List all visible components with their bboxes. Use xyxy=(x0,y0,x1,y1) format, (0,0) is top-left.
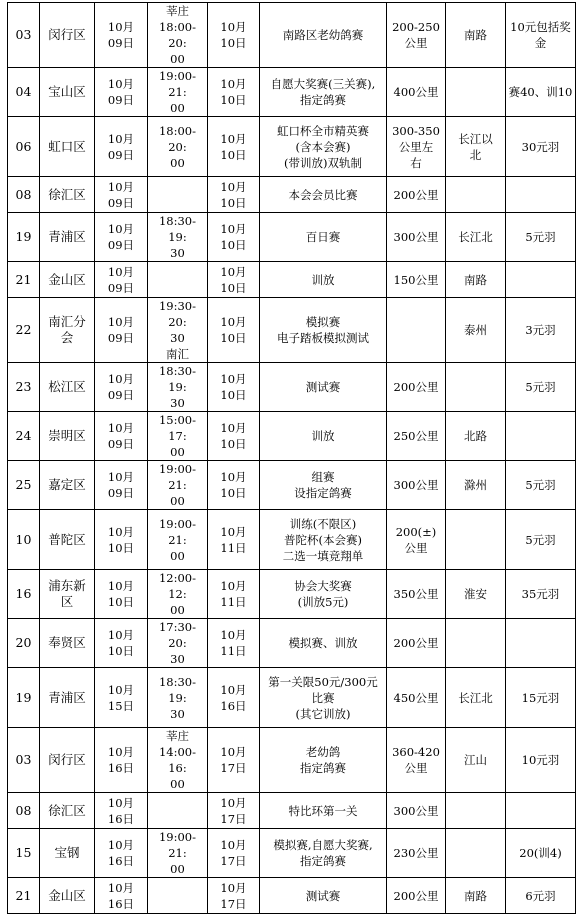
start-cell: 10月 09日 xyxy=(95,117,148,177)
event-cell: 训练(不限区) 普陀杯(本会赛) 二选一填竞翔单 xyxy=(260,510,387,570)
time-cell: 19:00-21: 00 xyxy=(148,829,208,878)
start-cell: 10月 09日 xyxy=(95,461,148,510)
table-row xyxy=(8,117,576,177)
direction-cell xyxy=(446,510,506,570)
end-cell: 10月 11日 xyxy=(208,570,260,619)
direction-cell: 泰州 xyxy=(446,298,506,363)
table-row xyxy=(8,68,576,117)
distance-cell: 200公里 xyxy=(387,363,446,412)
event-cell: 模拟赛,自愿大奖赛, 指定鸽赛 xyxy=(260,829,387,878)
code-cell: 16 xyxy=(8,570,40,619)
code-cell: 23 xyxy=(8,363,40,412)
end-cell: 10月 17日 xyxy=(208,793,260,829)
end-cell: 10月 11日 xyxy=(208,510,260,570)
distance-cell: 300公里 xyxy=(387,793,446,829)
start-cell: 10月 15日 xyxy=(95,668,148,728)
code-cell: 08 xyxy=(8,177,40,213)
time-cell: 12:00-12: 00 xyxy=(148,570,208,619)
distance-cell xyxy=(387,298,446,363)
direction-cell: 南路 xyxy=(446,3,506,68)
start-cell: 10月 09日 xyxy=(95,262,148,298)
district-cell: 虹口区 xyxy=(40,117,95,177)
end-cell: 10月 10日 xyxy=(208,298,260,363)
code-cell: 19 xyxy=(8,213,40,262)
schedule-body xyxy=(8,3,576,914)
table-row xyxy=(8,412,576,461)
start-cell: 10月 10日 xyxy=(95,510,148,570)
start-cell: 10月 16日 xyxy=(95,878,148,914)
event-cell: 南路区老幼鸽赛 xyxy=(260,3,387,68)
fee-cell xyxy=(506,793,576,829)
start-cell: 10月 09日 xyxy=(95,3,148,68)
time-cell: 19:00-21: 00 xyxy=(148,461,208,510)
district-cell: 徐汇区 xyxy=(40,793,95,829)
time-cell: 莘庄 14:00-16: 00 xyxy=(148,728,208,793)
table-row xyxy=(8,728,576,793)
end-cell: 10月 10日 xyxy=(208,3,260,68)
event-cell: 协会大奖赛 (训放5元) xyxy=(260,570,387,619)
distance-cell: 300公里 xyxy=(387,213,446,262)
distance-cell: 300-350 公里左 右 xyxy=(387,117,446,177)
start-cell: 10月 09日 xyxy=(95,213,148,262)
code-cell: 21 xyxy=(8,262,40,298)
fee-cell xyxy=(506,262,576,298)
time-cell: 18:30-19: 30 xyxy=(148,363,208,412)
event-cell: 老幼鸽 指定鸽赛 xyxy=(260,728,387,793)
end-cell: 10月 17日 xyxy=(208,829,260,878)
fee-cell: 15元羽 xyxy=(506,668,576,728)
direction-cell: 南路 xyxy=(446,878,506,914)
code-cell: 08 xyxy=(8,793,40,829)
end-cell: 10月 17日 xyxy=(208,728,260,793)
time-cell: 15:00-17: 00 xyxy=(148,412,208,461)
end-cell: 10月 10日 xyxy=(208,262,260,298)
distance-cell: 200公里 xyxy=(387,878,446,914)
event-cell: 训放 xyxy=(260,412,387,461)
table-row xyxy=(8,262,576,298)
start-cell: 10月 09日 xyxy=(95,177,148,213)
direction-cell xyxy=(446,793,506,829)
direction-cell: 南路 xyxy=(446,262,506,298)
end-cell: 10月 10日 xyxy=(208,213,260,262)
end-cell: 10月 10日 xyxy=(208,68,260,117)
code-cell: 19 xyxy=(8,668,40,728)
direction-cell: 长江北 xyxy=(446,213,506,262)
fee-cell: 10元羽 xyxy=(506,728,576,793)
distance-cell: 200公里 xyxy=(387,177,446,213)
fee-cell: 20(训4) xyxy=(506,829,576,878)
table-row xyxy=(8,570,576,619)
table-row xyxy=(8,510,576,570)
direction-cell xyxy=(446,68,506,117)
code-cell: 04 xyxy=(8,68,40,117)
code-cell: 25 xyxy=(8,461,40,510)
event-cell: 模拟赛 电子踏板模拟测试 xyxy=(260,298,387,363)
direction-cell: 滁州 xyxy=(446,461,506,510)
time-cell: 19:00-21: 00 xyxy=(148,68,208,117)
district-cell: 徐汇区 xyxy=(40,177,95,213)
end-cell: 10月 11日 xyxy=(208,619,260,668)
end-cell: 10月 10日 xyxy=(208,177,260,213)
district-cell: 南汇分 会 xyxy=(40,298,95,363)
code-cell: 21 xyxy=(8,878,40,914)
end-cell: 10月 16日 xyxy=(208,668,260,728)
time-cell: 18:00-20: 00 xyxy=(148,117,208,177)
event-cell: 组赛 设指定鸽赛 xyxy=(260,461,387,510)
time-cell xyxy=(148,262,208,298)
code-cell: 20 xyxy=(8,619,40,668)
direction-cell xyxy=(446,829,506,878)
distance-cell: 300公里 xyxy=(387,461,446,510)
distance-cell: 350公里 xyxy=(387,570,446,619)
fee-cell: 赛40、训10 xyxy=(506,68,576,117)
time-cell: 18:30-19: 30 xyxy=(148,668,208,728)
time-cell: 17:30-20: 30 xyxy=(148,619,208,668)
fee-cell xyxy=(506,619,576,668)
fee-cell: 10元包括奖 金 xyxy=(506,3,576,68)
district-cell: 崇明区 xyxy=(40,412,95,461)
fee-cell: 5元羽 xyxy=(506,363,576,412)
event-cell: 自愿大奖赛(三关赛), 指定鸽赛 xyxy=(260,68,387,117)
table-row xyxy=(8,3,576,68)
event-cell: 测试赛 xyxy=(260,363,387,412)
distance-cell: 230公里 xyxy=(387,829,446,878)
fee-cell: 5元羽 xyxy=(506,213,576,262)
code-cell: 10 xyxy=(8,510,40,570)
district-cell: 普陀区 xyxy=(40,510,95,570)
district-cell: 青浦区 xyxy=(40,668,95,728)
fee-cell: 6元羽 xyxy=(506,878,576,914)
time-cell: 18:30-19: 30 xyxy=(148,213,208,262)
table-row xyxy=(8,363,576,412)
direction-cell xyxy=(446,363,506,412)
code-cell: 22 xyxy=(8,298,40,363)
district-cell: 浦东新 区 xyxy=(40,570,95,619)
distance-cell: 450公里 xyxy=(387,668,446,728)
fee-cell: 35元羽 xyxy=(506,570,576,619)
direction-cell: 淮安 xyxy=(446,570,506,619)
distance-cell: 200(±) 公里 xyxy=(387,510,446,570)
code-cell: 03 xyxy=(8,728,40,793)
time-cell xyxy=(148,878,208,914)
district-cell: 奉贤区 xyxy=(40,619,95,668)
table-row xyxy=(8,213,576,262)
distance-cell: 200-250 公里 xyxy=(387,3,446,68)
table-row xyxy=(8,668,576,728)
fee-cell: 5元羽 xyxy=(506,461,576,510)
start-cell: 10月 09日 xyxy=(95,363,148,412)
event-cell: 测试赛 xyxy=(260,878,387,914)
table-row xyxy=(8,177,576,213)
schedule-table xyxy=(7,2,576,914)
direction-cell: 江山 xyxy=(446,728,506,793)
district-cell: 闵行区 xyxy=(40,3,95,68)
code-cell: 24 xyxy=(8,412,40,461)
fee-cell xyxy=(506,412,576,461)
district-cell: 金山区 xyxy=(40,878,95,914)
fee-cell xyxy=(506,177,576,213)
district-cell: 嘉定区 xyxy=(40,461,95,510)
table-row xyxy=(8,793,576,829)
time-cell: 19:30-20: 30 南汇 xyxy=(148,298,208,363)
time-cell: 19:00-21: 00 xyxy=(148,510,208,570)
distance-cell: 250公里 xyxy=(387,412,446,461)
code-cell: 03 xyxy=(8,3,40,68)
code-cell: 15 xyxy=(8,829,40,878)
event-cell: 特比环第一关 xyxy=(260,793,387,829)
start-cell: 10月 16日 xyxy=(95,728,148,793)
direction-cell: 北路 xyxy=(446,412,506,461)
fee-cell: 3元羽 xyxy=(506,298,576,363)
time-cell xyxy=(148,177,208,213)
table-row xyxy=(8,619,576,668)
end-cell: 10月 10日 xyxy=(208,412,260,461)
table-row xyxy=(8,298,576,363)
district-cell: 宝山区 xyxy=(40,68,95,117)
start-cell: 10月 09日 xyxy=(95,68,148,117)
event-cell: 虹口杯全市精英赛 (含本会赛) (带训放)双轨制 xyxy=(260,117,387,177)
distance-cell: 400公里 xyxy=(387,68,446,117)
district-cell: 宝钢 xyxy=(40,829,95,878)
end-cell: 10月 10日 xyxy=(208,461,260,510)
distance-cell: 360-420 公里 xyxy=(387,728,446,793)
table-row xyxy=(8,461,576,510)
start-cell: 10月 09日 xyxy=(95,298,148,363)
direction-cell xyxy=(446,177,506,213)
event-cell: 模拟赛、训放 xyxy=(260,619,387,668)
distance-cell: 150公里 xyxy=(387,262,446,298)
direction-cell xyxy=(446,619,506,668)
event-cell: 本会会员比赛 xyxy=(260,177,387,213)
start-cell: 10月 09日 xyxy=(95,412,148,461)
start-cell: 10月 10日 xyxy=(95,570,148,619)
distance-cell: 200公里 xyxy=(387,619,446,668)
start-cell: 10月 16日 xyxy=(95,829,148,878)
code-cell: 06 xyxy=(8,117,40,177)
start-cell: 10月 16日 xyxy=(95,793,148,829)
end-cell: 10月 10日 xyxy=(208,117,260,177)
fee-cell: 30元羽 xyxy=(506,117,576,177)
district-cell: 青浦区 xyxy=(40,213,95,262)
district-cell: 金山区 xyxy=(40,262,95,298)
end-cell: 10月 17日 xyxy=(208,878,260,914)
event-cell: 训放 xyxy=(260,262,387,298)
table-row xyxy=(8,878,576,914)
table-row xyxy=(8,829,576,878)
direction-cell: 长江以 北 xyxy=(446,117,506,177)
district-cell: 松江区 xyxy=(40,363,95,412)
time-cell: 莘庄 18:00-20: 00 xyxy=(148,3,208,68)
start-cell: 10月 10日 xyxy=(95,619,148,668)
district-cell: 闵行区 xyxy=(40,728,95,793)
end-cell: 10月 10日 xyxy=(208,363,260,412)
direction-cell: 长江北 xyxy=(446,668,506,728)
fee-cell: 5元羽 xyxy=(506,510,576,570)
event-cell: 第一关限50元/300元 比赛 (其它训放) xyxy=(260,668,387,728)
event-cell: 百日赛 xyxy=(260,213,387,262)
time-cell xyxy=(148,793,208,829)
